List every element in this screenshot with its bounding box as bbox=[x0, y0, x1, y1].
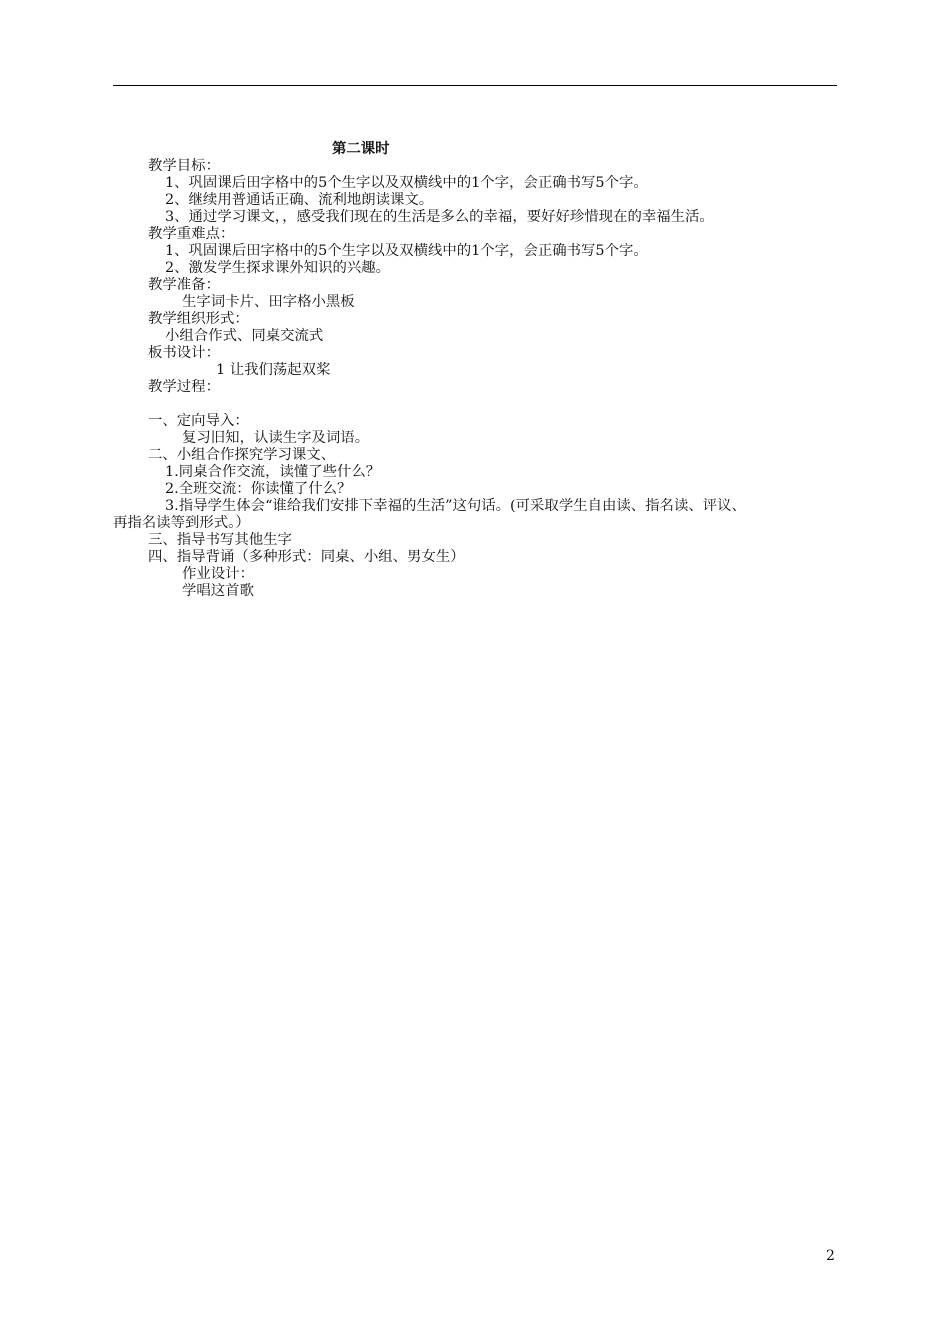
goal-item: 1、巩固课后田字格中的5个生字以及双横线中的1个字，会正确书写5个字。 bbox=[165, 175, 648, 191]
key-point-item: 2、激发学生探求课外知识的兴趣。 bbox=[165, 260, 391, 276]
goals-heading: 教学目标： bbox=[148, 158, 220, 174]
step-detail-continued: 再指名读等到形式。） bbox=[113, 515, 250, 531]
step-heading: 二、小组合作探究学习课文、 bbox=[148, 447, 336, 463]
board-design-text: 1 让我们荡起双桨 bbox=[216, 362, 331, 378]
lesson-title: 第二课时 bbox=[332, 140, 390, 157]
page-number: 2 bbox=[826, 1248, 835, 1264]
step-detail: 3.指导学生体会“谁给我们安排下幸福的生活”这句话。(可采取学生自由读、指名读、评议、 bbox=[165, 498, 746, 514]
step-detail: 2.全班交流：你读懂了什么？ bbox=[165, 481, 352, 497]
goal-item: 3、通过学习课文，，感受我们现在的生活是多么的幸福，要好好珍惜现在的幸福生活。 bbox=[165, 209, 714, 225]
step-heading: 三、指导书写其他生字 bbox=[148, 532, 292, 548]
goal-item: 2、继续用普通话正确、流利地朗读课文。 bbox=[165, 192, 434, 208]
homework-heading: 作业设计： bbox=[182, 566, 254, 582]
board-design-heading: 板书设计： bbox=[148, 345, 220, 361]
step-heading: 四、指导背诵（多种形式：同桌、小组、男女生） bbox=[148, 549, 465, 565]
step-detail: 1.同桌合作交流，读懂了些什么？ bbox=[165, 464, 381, 480]
organization-heading: 教学组织形式： bbox=[148, 311, 249, 327]
spacer bbox=[113, 396, 837, 413]
key-points-heading: 教学重难点： bbox=[148, 226, 235, 242]
organization-text: 小组合作式、同桌交流式 bbox=[165, 328, 324, 344]
step-detail: 复习旧知，认读生字及词语。 bbox=[182, 430, 370, 446]
preparation-text: 生字词卡片、田字格小黑板 bbox=[182, 294, 355, 310]
preparation-heading: 教学准备： bbox=[148, 277, 220, 293]
key-point-item: 1、巩固课后田字格中的5个生字以及双横线中的1个字，会正确书写5个字。 bbox=[165, 243, 648, 259]
document-body bbox=[113, 140, 837, 600]
process-heading: 教学过程： bbox=[148, 379, 220, 395]
homework-text: 学唱这首歌 bbox=[182, 583, 254, 599]
step-heading: 一、定向导入： bbox=[148, 413, 249, 429]
header-rule bbox=[113, 85, 837, 86]
